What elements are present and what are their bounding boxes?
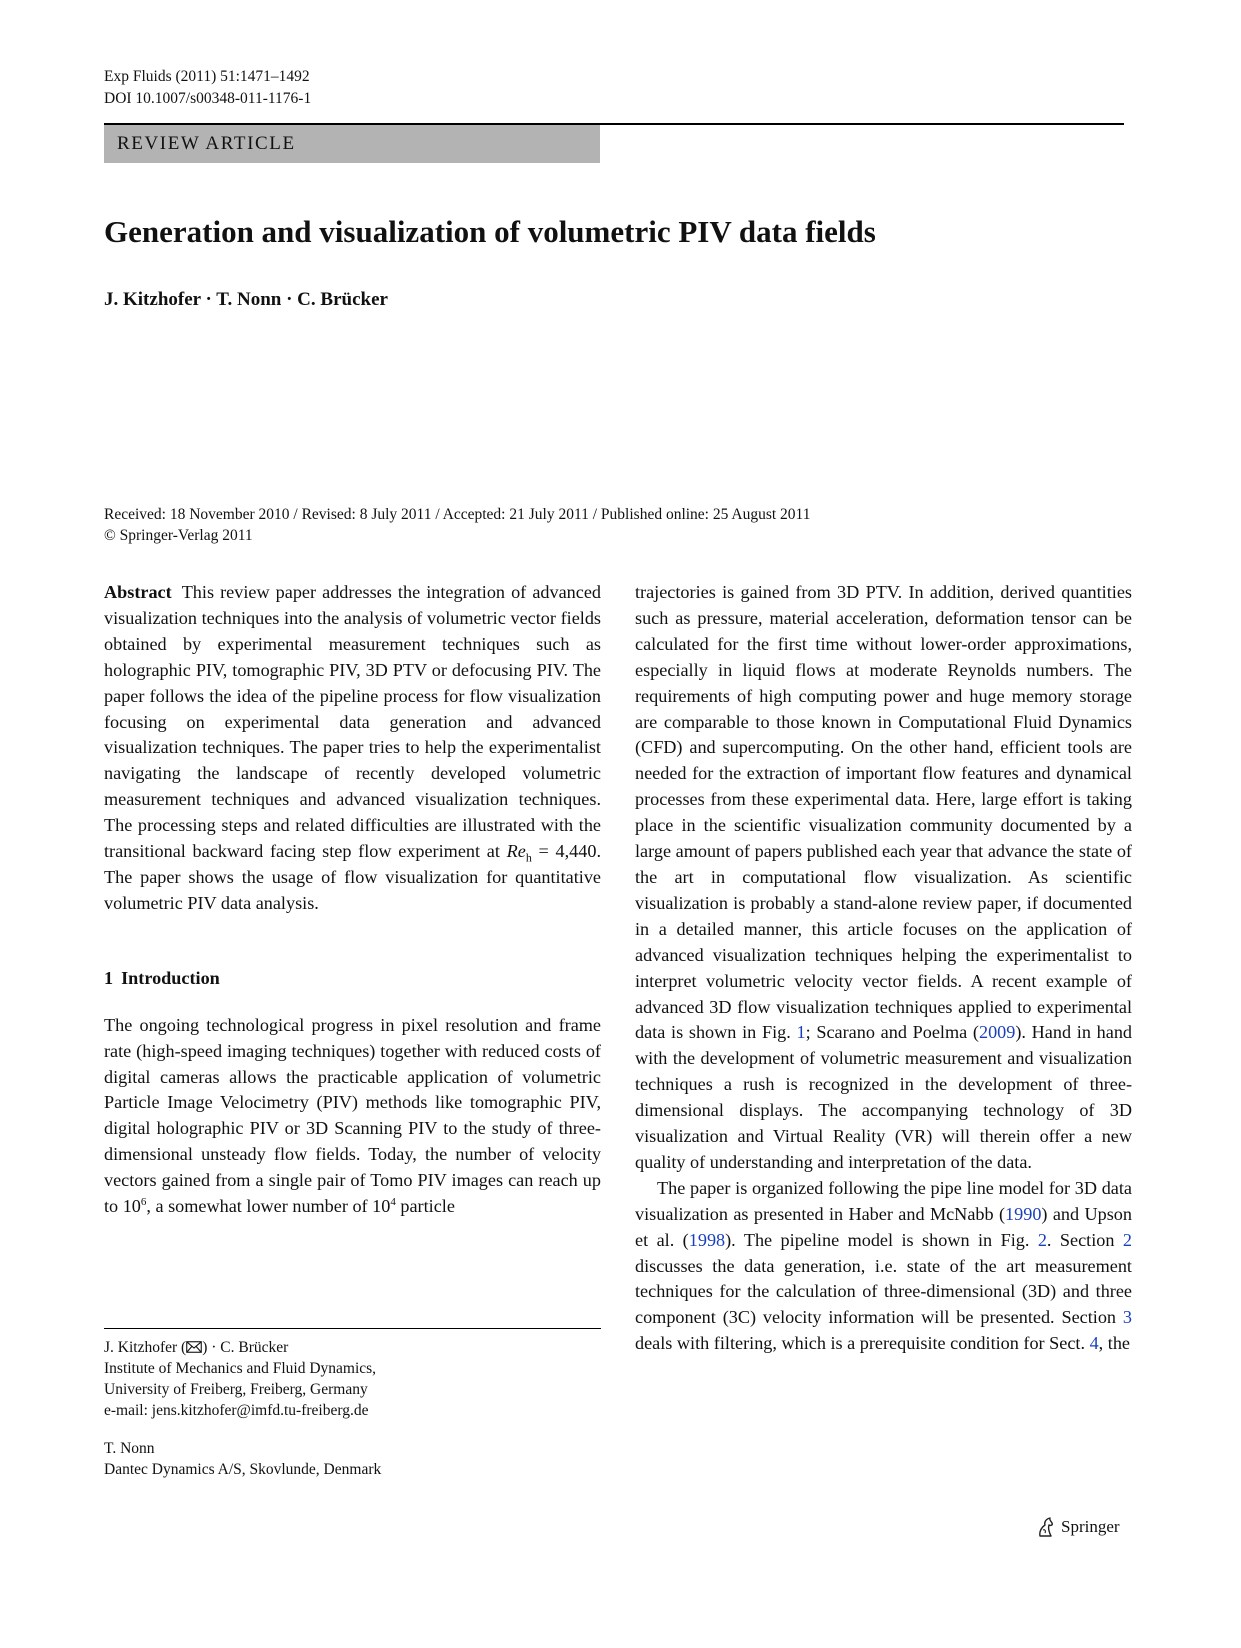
section-2-link[interactable]: 2 — [1122, 1229, 1132, 1250]
abstract-paragraph: Abstract This review paper addresses the integration of advanced visualization techniques into the analysis of volumetric vector fields obtained by experimental measurement techniques such as holographic PIV, tomographic PIV, 3D PTV or defocusing PIV. The paper follows the idea of the pipeline process for flow visualization focusing on experimental data generation and advanced visualization techniques. The paper tries to help the experimentalist navigating the landscape of recently developed volumetric measurement techniques and advanced visualization techniques. The processing steps and related difficulties are illustrated with the transitional backward facing step flow experiment at $Re_h = 4,440$. The paper shows the usage of flow visualization for quantitative volumetric PIV data analysis. — [104, 582, 601, 913]
citation-2009-link[interactable]: 2009 — [978, 1022, 1016, 1043]
author-list: J. Kitzhofer · T. Nonn · C. Brücker — [104, 289, 388, 310]
affiliation-2: Dantec Dynamics A/S, Skovlunde, Denmark — [104, 1461, 382, 1478]
publication-dates — [104, 504, 810, 546]
footnote-rule — [104, 1328, 601, 1329]
springer-horse-icon — [1036, 1516, 1056, 1538]
envelope-icon — [186, 1341, 202, 1353]
paper-title: Generation and visualization of volumetric PIV data fields — [104, 214, 876, 249]
article-type-label: REVIEW ARTICLE — [117, 133, 296, 154]
figure-2-link[interactable]: 2 — [1037, 1229, 1047, 1250]
affiliation-1-line-2: University of Freiberg, Freiberg, Germany — [104, 1381, 368, 1398]
intro-paragraph-2: The paper is organized following the pipe line model for 3D data visualization as presented in Haber and McNabb (1990) and Upson et al. (1998). The pipeline model is shown in Fig. 2. Section 2 discusses the data generation, i.e. state of the art measurement techniques for the calculation of three-dimensional (3D) and three component (3C) velocity information will be presented. Section 3 deals with filtering, which is a prerequisite condition for Sect. 4, the — [635, 1177, 1132, 1354]
intro-paragraph-1: The ongoing technological progress in pixel resolution and frame rate (high-speed imaging techniques) together with reduced costs of digital cameras allows the practicable application of volumetric Particle Image Velocimetry (PIV) methods like tomographic PIV, digital holographic PIV or 3D Scanning PIV to the study of three-dimensional unsteady flow fields. Today, the number of velocity vectors gained from a single pair of Tomo PIV images can reach up to $10^6$, a somewhat lower number of $10^4$ particle — [104, 1014, 601, 1217]
intro-paragraph-1-continued: trajectories is gained from 3D PTV. In addition, derived quantities such as pressure, material acceleration, deformation tensor can be calculated for the first time without lower-order approximations, especially in liquid flows at moderate Reynolds numbers. The requirements of high computing power and huge memory storage are comparable to those known in Computational Fluid Dynamics (CFD) and supercomputing. On the other hand, efficient tools are needed for the extraction of important flow features and dynamical processes from these experimental data. Here, large effort is taking place in the scientific visualization community documented by a large amount of papers published each year that advance the state of the art in computational flow visualization. As scientific visualization is probably a stand-alone review paper, if documented in a detailed manner, this article focuses on the application of advanced visualization techniques helping the experimentalist to interpret volumetric velocity vector fields. A recent example of advanced 3D flow visualization techniques applied to experimental data is shown in Fig. 1; Scarano and Poelma (2009). Hand in hand with the development of volumetric measurement and visualization techniques a rush is recognized in the development of three-dimensional displays. The accompanying technology of 3D visualization and Virtual Reality (VR) will therein offer a new quality of understanding and interpretation of the data. — [635, 582, 1133, 1172]
doi-line: DOI 10.1007/s00348-011-1176-1 — [104, 90, 312, 107]
second-author-name: T. Nonn — [104, 1440, 155, 1457]
left-column — [104, 580, 601, 1220]
publisher-logo — [1036, 1516, 1120, 1538]
section-4-link[interactable]: 4 — [1089, 1333, 1099, 1354]
affiliation-1-line-1: Institute of Mechanics and Fluid Dynamics, — [104, 1360, 377, 1377]
copyright-line: © Springer-Verlag 2011 — [104, 527, 253, 544]
journal-reference — [104, 66, 311, 110]
section-3-link[interactable]: 3 — [1122, 1307, 1132, 1328]
reynolds-symbol: Re — [506, 841, 526, 862]
right-column — [635, 580, 1132, 1357]
citation-1998-link[interactable]: 1998 — [688, 1229, 726, 1250]
history-line: Received: 18 November 2010 / Revised: 8 July 2011 / Accepted: 21 July 2011 / Published online: 25 August 2011 — [104, 506, 811, 523]
section-heading-introduction: 1 Introduction — [104, 967, 220, 988]
journal-line: Exp Fluids (2011) 51:1471–1492 — [104, 68, 310, 85]
figure-1-link[interactable]: 1 — [796, 1022, 806, 1043]
abstract-heading: Abstract — [104, 582, 172, 602]
citation-1990-link[interactable]: 1990 — [1005, 1203, 1042, 1224]
email-line[interactable]: e-mail: jens.kitzhofer@imfd.tu-freiberg.de — [104, 1402, 369, 1419]
corresponding-author-line: J. Kitzhofer ( ) · C. Brücker — [104, 1339, 289, 1356]
publisher-name: Springer — [1061, 1517, 1120, 1536]
author-affiliations — [104, 1337, 601, 1480]
